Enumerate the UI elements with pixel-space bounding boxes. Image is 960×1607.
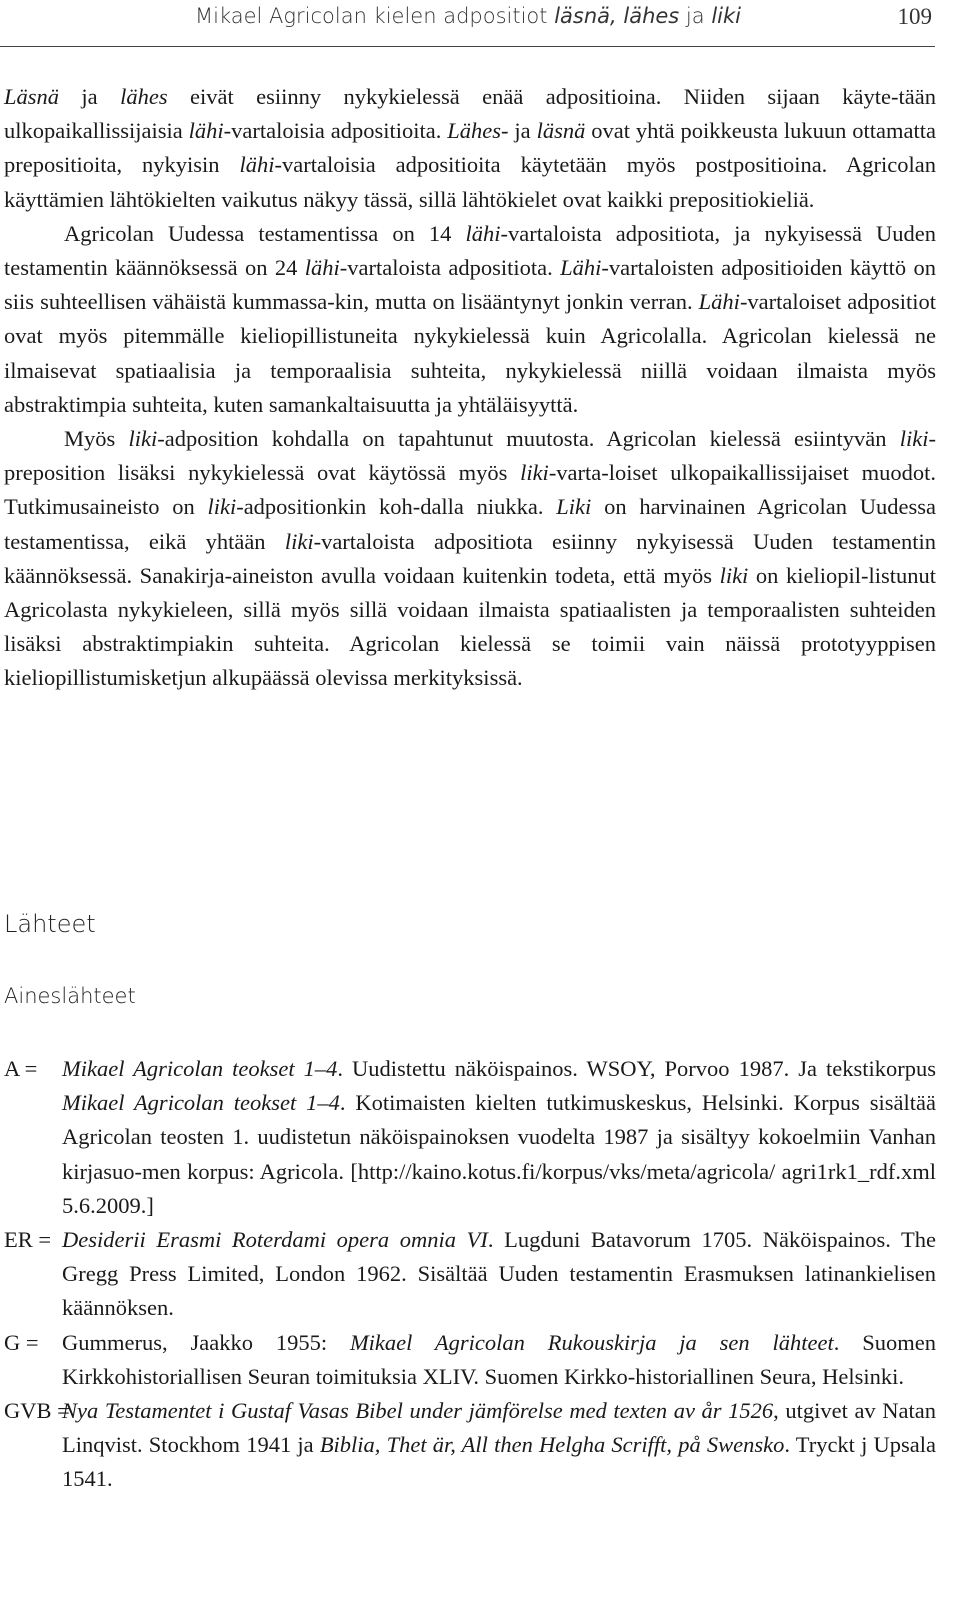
italic-run: liki [128,426,158,452]
reference-entry [4,1223,936,1326]
italic-run: lähes [120,84,168,109]
italic-run: Mikael Agricolan teokset 1–4 [62,1056,338,1081]
text-run: -adposition kohdalla on tapahtunut muutosta. Agricolan kielessä esiintyvän [157,426,900,452]
text-run: - ja [501,118,537,144]
paragraph [4,217,936,422]
paragraph [4,80,936,217]
text-run: -varta-loiset ulkopaikallissijaiset muodot. Tutkimusaineisto on [4,460,936,520]
italic-run: liki [520,460,549,486]
running-header [0,0,960,48]
text-run: -vartaloisia adpositioita. [223,118,448,144]
text-run: Myös [64,426,129,452]
primary-sources-heading: Aineslähteet [4,984,136,1008]
italic-run: Mikael Agricolan Rukouskirja ja sen lähteet [349,1329,834,1355]
reference-body [62,1227,936,1320]
italic-run: Lähi [560,255,602,281]
italic-run: liki [899,426,929,452]
text-run: ja [59,84,121,109]
text-run: Agricolan Uudessa testamentissa on 14 [64,220,466,246]
text-run: -vartaloisten adpositioiden käyttö on siis suhteellisen vähäistä kummassa-kin, mutta on lisääntynyt jonkin verran. [4,255,936,315]
italic-run: liki [719,562,749,588]
italic-run: Biblia, Thet är, All then Helgha Scrifft, på Swensko [319,1432,785,1458]
italic-run: Liki [556,494,592,520]
text-run: . Suomen Kirkkohistoriallisen Seuran toimituksia XLIV. Suomen Kirkko-historiallinen Seura, Helsinki. [62,1329,936,1389]
reference-body [62,1056,936,1218]
reference-key: GVB = [4,1398,70,1424]
italic-run: liki [207,494,237,520]
text-run: . Kotimaisten kielten tutkimuskeskus, Helsinki. Korpus sisältää Agricolan teosten 1. uudistetun näköispainoksen vuodelta 1987 ja sisältyy kokoelmiin Vanhan kirjasuo-men korpus: Agricola. [http://kaino.kotus.fi/korpus/vks/meta/agricola/ agri1rk1_rdf.xml 5.6.2009.] [62,1090,936,1218]
running-title-prefix: Mikael Agricolan kielen adpositiot [195,4,555,28]
text-run: , utgivet av Natan Linqvist. Stockhom 1941 ja [62,1398,936,1458]
italic-run: Nya Testamentet i Gustaf Vasas Bibel under jämförelse med texten av år 1526 [62,1398,774,1424]
italic-run: läsnä [536,118,586,144]
italic-run: lähi [304,255,340,281]
reference-key: G = [4,1329,39,1355]
text-run: Gummerus, Jaakko 1955: [62,1329,350,1355]
text-run: eivät esiinny nykykielessä enää adpositioina. Niiden sijaan käyte-tään ulkopaikallissijaisia [4,84,936,144]
italic-run: Lähi [698,289,740,315]
reference-list [4,1052,936,1497]
text-run: -adpositionkin koh-dalla niukka. [236,494,557,520]
italic-run: Mikael Agricolan teokset 1–4 [62,1090,340,1116]
text-run: ovat yhtä poikkeusta lukuun ottamatta prepositioita, nykyisin [4,118,936,178]
text-run: -vartaloiset adpositiot ovat myös pitemmälle kieliopillistuneita nykykielessä kuin Agricolalla. Agricolan kielessä ne ilmaisevat spatiaalisia ja temporaalisia suhteita, nykykielessä niillä voidaan ilmaista myös abstraktimpia suhteita, kuten samankaltaisuutta ja yhtäläisyyttä. [4,289,936,417]
reference-entry [4,1326,936,1394]
text-run: -vartaloisia adpositioita käytetään myös postpositioina. Agricolan käyttämien lähtökielten vaikutus näkyy tässä, sillä lähtökielet ovat kaikki prepositiokieliä. [4,152,936,212]
text-run: -preposition lisäksi nykykielessä ovat käytössä myös [4,426,936,486]
italic-run: Lähes [447,118,502,144]
text-run: -vartaloista adpositiota, ja nykyisessä Uuden testamentin käännöksessä on 24 [4,220,937,281]
italic-run: lähi [188,118,224,144]
reference-key: A = [4,1056,38,1081]
italic-run: Desiderii Erasmi Roterdami opera omnia VI [62,1227,488,1253]
text-run: on kieliopil-listunut Agricolasta nykykieleen, sillä myös sillä voidaan ilmaista spatiaalisten ja temporaalisten suhteiden lisäksi abstraktimpiakin suhteita. Agricolan kielessä se toimii vain näissä prototyyppisen kieliopillistumisketjun alkupäässä olevissa merkityksissä. [4,562,936,691]
text-run: . Lugduni Batavorum 1705. Näköispainos. The Gregg Press Limited, London 1962. Sisältää Uuden testamentin Erasmuksen latinankielisen käännöksen. [62,1227,936,1321]
body-text [4,80,936,696]
header-rule [0,46,935,47]
running-title [195,4,741,28]
reference-body [62,1330,936,1389]
reference-key: ER = [4,1227,52,1253]
reference-entry [4,1052,936,1223]
italic-run: liki [284,528,314,554]
running-title-mid: ja [679,4,712,28]
text-run: -vartaloista adpositiota. [339,255,561,281]
running-title-italic-1: läsnä, lähes [554,4,680,28]
running-title-italic-2: liki [711,4,741,28]
sources-heading: Lähteet [4,910,96,938]
text-run: . Uudistettu näköispainos. WSOY, Porvoo 1987. Ja tekstikorpus [337,1056,936,1081]
text-run: . Tryckt j Upsala 1541. [62,1432,937,1492]
reference-body [62,1398,936,1491]
italic-run: Läsnä [4,84,60,109]
text-run: on harvinainen Agricolan Uudessa testamentissa, eikä yhtään [4,494,936,554]
reference-entry [4,1394,936,1497]
italic-run: lähi [239,152,275,178]
text-run: -vartaloista adpositiota esiinny nykyisessä Uuden testamentin käännöksessä. Sanakirja-aineiston avulla voidaan kuitenkin todeta, että myös [4,528,937,588]
page-number: 109 [897,4,932,29]
italic-run: lähi [465,220,501,246]
paragraph [4,422,936,696]
